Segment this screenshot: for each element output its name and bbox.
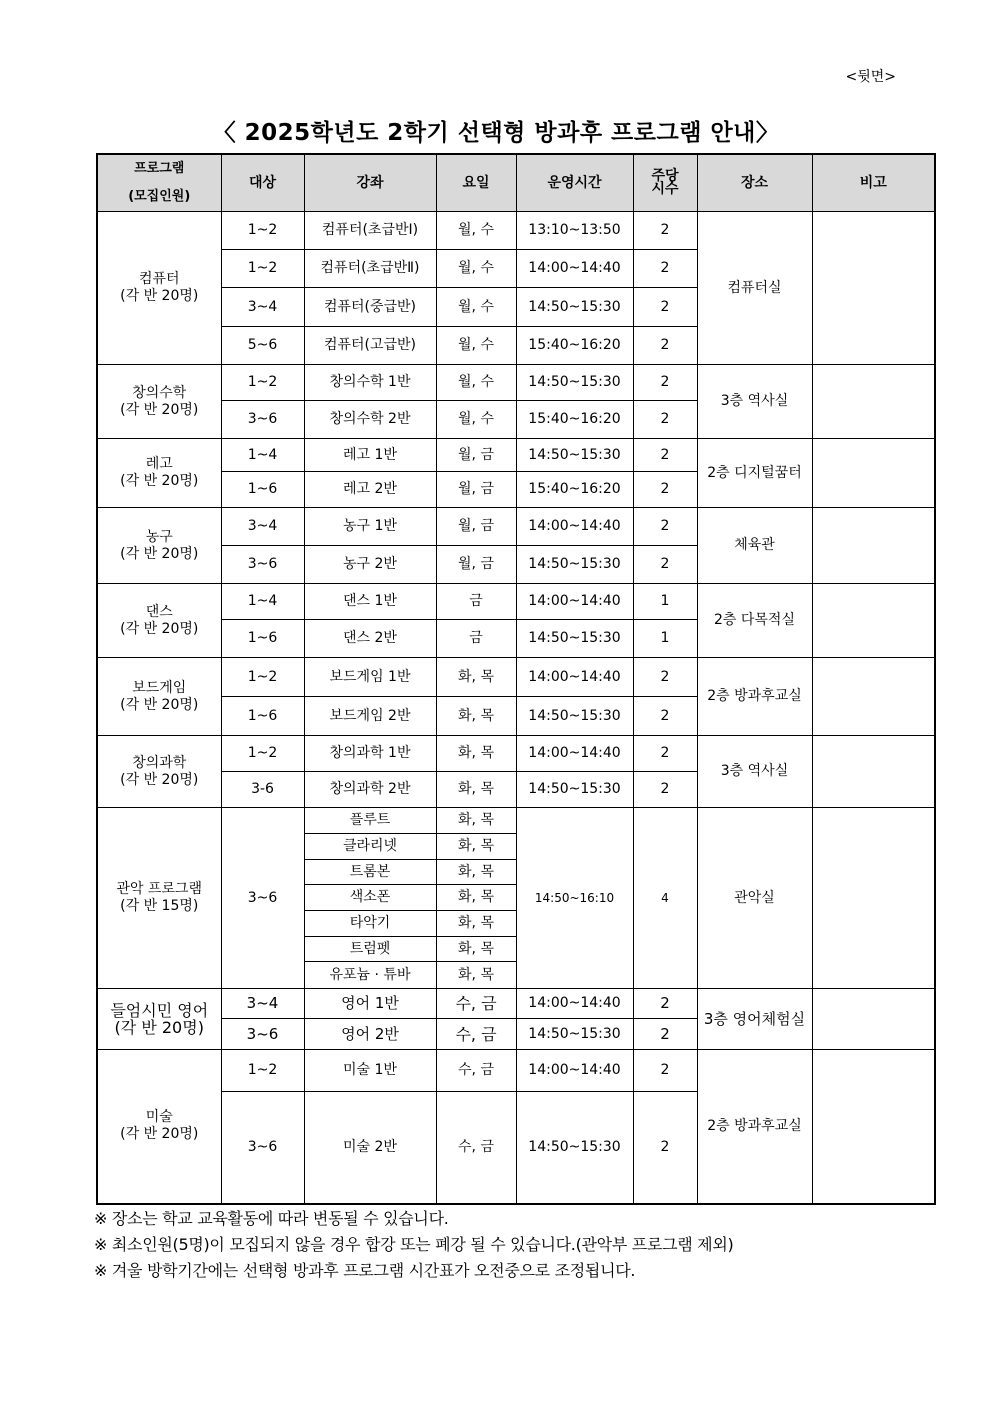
- day-cell: 월, 수: [436, 365, 516, 401]
- course-cell: 창의과학 2반: [304, 772, 436, 808]
- hours-cell: 1: [633, 620, 697, 658]
- target-cell: 1~6: [221, 697, 304, 736]
- page-label: <뒷면>: [845, 69, 896, 85]
- day-cell: 금: [436, 584, 516, 620]
- table-row: [97, 508, 935, 546]
- hours-cell: 2: [633, 658, 697, 697]
- target-cell: 3~4: [221, 989, 304, 1019]
- place-cell: 컴퓨터실: [697, 212, 812, 365]
- time-cell: 15:40~16:20: [516, 327, 633, 365]
- program-cell: 미술 (각 반 20명): [97, 1050, 221, 1204]
- note-cell: [812, 584, 935, 658]
- day-cell: 월, 수: [436, 250, 516, 288]
- day-cell: 수, 금: [436, 1092, 516, 1204]
- table-row: [97, 584, 935, 620]
- hours-cell: 2: [633, 772, 697, 808]
- course-cell: 레고 2반: [304, 472, 436, 508]
- course-cell: 보드게임 2반: [304, 697, 436, 736]
- course-cell: 댄스 2반: [304, 620, 436, 658]
- time-cell: 14:50~15:30: [516, 1019, 633, 1050]
- target-cell: 1~6: [221, 620, 304, 658]
- day-cell: 금: [436, 620, 516, 658]
- target-cell: 3~6: [221, 546, 304, 584]
- notes: [94, 1206, 733, 1284]
- target-cell: 5~6: [221, 327, 304, 365]
- time-cell: 14:50~16:10: [516, 808, 633, 989]
- course-cell: 영어 2반: [304, 1019, 436, 1050]
- header-course: 강좌: [304, 154, 436, 212]
- hours-cell: 2: [633, 1050, 697, 1092]
- day-cell: 화, 목: [436, 772, 516, 808]
- course-cell: 컴퓨터(초급반Ⅱ): [304, 250, 436, 288]
- target-cell: 3~4: [221, 288, 304, 327]
- header-note: 비고: [812, 154, 935, 212]
- hours-cell: 2: [633, 365, 697, 401]
- note-line: ※ 겨울 방학기간에는 선택형 방과후 프로그램 시간표가 오전중으로 조정됩니다.: [94, 1261, 636, 1280]
- course-cell: 트럼펫: [304, 937, 436, 962]
- time-cell: 14:00~14:40: [516, 989, 633, 1019]
- hours-cell: 2: [633, 327, 697, 365]
- target-cell: 1~4: [221, 584, 304, 620]
- place-cell: 2층 다목적실: [697, 584, 812, 658]
- course-cell: 컴퓨터(중급반): [304, 288, 436, 327]
- table-row: [97, 1050, 935, 1092]
- day-cell: 화, 목: [436, 736, 516, 772]
- day-cell: 수, 금: [436, 1050, 516, 1092]
- table-row: [97, 736, 935, 772]
- target-cell: 1~2: [221, 736, 304, 772]
- header-program: 프로그램 (모집인원): [97, 154, 221, 212]
- day-cell: 월, 수: [436, 288, 516, 327]
- header-target: 대상: [221, 154, 304, 212]
- table-row: [97, 808, 935, 834]
- course-cell: 농구 1반: [304, 508, 436, 546]
- time-cell: 14:50~15:30: [516, 1092, 633, 1204]
- program-cell: 관악 프로그램 (각 반 15명): [97, 808, 221, 989]
- target-cell: 1~2: [221, 365, 304, 401]
- course-cell: 컴퓨터(초급반Ⅰ): [304, 212, 436, 250]
- note-cell: [812, 808, 935, 989]
- time-cell: 14:50~15:30: [516, 288, 633, 327]
- hours-cell: 2: [633, 288, 697, 327]
- note-cell: [812, 989, 935, 1050]
- time-cell: 14:00~14:40: [516, 1050, 633, 1092]
- course-cell: 타악기: [304, 911, 436, 937]
- hours-cell: 2: [633, 472, 697, 508]
- place-cell: 2층 방과후교실: [697, 1050, 812, 1204]
- course-cell: 레고 1반: [304, 439, 436, 472]
- table-row: [97, 365, 935, 401]
- program-cell: 창의수학 (각 반 20명): [97, 365, 221, 439]
- course-cell: 색소폰: [304, 885, 436, 911]
- time-cell: 14:50~15:30: [516, 365, 633, 401]
- course-cell: 농구 2반: [304, 546, 436, 584]
- time-cell: 14:50~15:30: [516, 439, 633, 472]
- program-cell: 컴퓨터 (각 반 20명): [97, 212, 221, 365]
- course-cell: 클라리넷: [304, 834, 436, 860]
- time-cell: 13:10~13:50: [516, 212, 633, 250]
- day-cell: 월, 금: [436, 472, 516, 508]
- time-cell: 14:50~15:30: [516, 772, 633, 808]
- day-cell: 화, 목: [436, 937, 516, 962]
- target-cell: 3~6: [221, 401, 304, 439]
- hours-cell: 2: [633, 1092, 697, 1204]
- place-cell: 3층 역사실: [697, 365, 812, 439]
- table-row: [97, 658, 935, 697]
- program-cell: 보드게임 (각 반 20명): [97, 658, 221, 736]
- place-cell: 2층 방과후교실: [697, 658, 812, 736]
- course-cell: 창의과학 1반: [304, 736, 436, 772]
- day-cell: 월, 수: [436, 327, 516, 365]
- course-cell: 창의수학 1반: [304, 365, 436, 401]
- target-cell: 1~2: [221, 250, 304, 288]
- place-cell: 3층 영어체험실: [697, 989, 812, 1050]
- header-row: [97, 154, 935, 212]
- day-cell: 화, 목: [436, 860, 516, 885]
- day-cell: 화, 목: [436, 808, 516, 834]
- program-cell: 들엄시민 영어 (각 반 20명): [97, 989, 221, 1050]
- day-cell: 월, 금: [436, 508, 516, 546]
- day-cell: 월, 금: [436, 439, 516, 472]
- target-cell: 1~4: [221, 439, 304, 472]
- time-cell: 14:00~14:40: [516, 250, 633, 288]
- day-cell: 화, 목: [436, 911, 516, 937]
- target-cell: 1~2: [221, 212, 304, 250]
- day-cell: 월, 수: [436, 212, 516, 250]
- hours-cell: 2: [633, 1019, 697, 1050]
- header-weekly-hours: 주당 시수: [633, 154, 697, 212]
- schedule-table: [96, 153, 936, 1205]
- time-cell: 15:40~16:20: [516, 401, 633, 439]
- course-cell: 컴퓨터(고급반): [304, 327, 436, 365]
- time-cell: 14:00~14:40: [516, 658, 633, 697]
- hours-cell: 4: [633, 808, 697, 989]
- day-cell: 화, 목: [436, 658, 516, 697]
- note-line: ※ 장소는 학교 교육활동에 따라 변동될 수 있습니다.: [94, 1209, 449, 1228]
- day-cell: 수, 금: [436, 989, 516, 1019]
- header-time: 운영시간: [516, 154, 633, 212]
- program-cell: 농구 (각 반 20명): [97, 508, 221, 584]
- target-cell: 3~6: [221, 1092, 304, 1204]
- day-cell: 화, 목: [436, 834, 516, 860]
- target-cell: 3-6: [221, 772, 304, 808]
- note-cell: [812, 736, 935, 808]
- target-cell: 3~6: [221, 1019, 304, 1050]
- day-cell: 월, 금: [436, 546, 516, 584]
- target-cell: 3~6: [221, 808, 304, 989]
- day-cell: 화, 목: [436, 697, 516, 736]
- target-cell: 1~2: [221, 1050, 304, 1092]
- header-place: 장소: [697, 154, 812, 212]
- target-cell: 1~2: [221, 658, 304, 697]
- time-cell: 15:40~16:20: [516, 472, 633, 508]
- note-cell: [812, 508, 935, 584]
- time-cell: 14:50~15:30: [516, 546, 633, 584]
- hours-cell: 2: [633, 250, 697, 288]
- note-cell: [812, 365, 935, 439]
- place-cell: 관악실: [697, 808, 812, 989]
- hours-cell: 2: [633, 401, 697, 439]
- table-row: [97, 989, 935, 1019]
- table-row: [97, 439, 935, 472]
- program-cell: 레고 (각 반 20명): [97, 439, 221, 508]
- hours-cell: 1: [633, 584, 697, 620]
- hours-cell: 2: [633, 697, 697, 736]
- time-cell: 14:50~15:30: [516, 620, 633, 658]
- course-cell: 트롬본: [304, 860, 436, 885]
- course-cell: 영어 1반: [304, 989, 436, 1019]
- course-cell: 미술 2반: [304, 1092, 436, 1204]
- hours-cell: 2: [633, 212, 697, 250]
- program-cell: 댄스 (각 반 20명): [97, 584, 221, 658]
- time-cell: 14:00~14:40: [516, 508, 633, 546]
- course-cell: 댄스 1반: [304, 584, 436, 620]
- course-cell: 미술 1반: [304, 1050, 436, 1092]
- page-title: 〈 2025학년도 2학기 선택형 방과후 프로그램 안내〉: [212, 120, 780, 146]
- course-cell: 보드게임 1반: [304, 658, 436, 697]
- day-cell: 화, 목: [436, 962, 516, 989]
- place-cell: 체육관: [697, 508, 812, 584]
- target-cell: 1~6: [221, 472, 304, 508]
- note-cell: [812, 439, 935, 508]
- day-cell: 수, 금: [436, 1019, 516, 1050]
- time-cell: 14:00~14:40: [516, 736, 633, 772]
- day-cell: 월, 수: [436, 401, 516, 439]
- place-cell: 3층 역사실: [697, 736, 812, 808]
- hours-cell: 2: [633, 546, 697, 584]
- course-cell: 창의수학 2반: [304, 401, 436, 439]
- hours-cell: 2: [633, 989, 697, 1019]
- hours-cell: 2: [633, 439, 697, 472]
- note-line: ※ 최소인원(5명)이 모집되지 않을 경우 합강 또는 폐강 될 수 있습니다.(관악부 프로그램 제외): [94, 1235, 734, 1254]
- time-cell: 14:00~14:40: [516, 584, 633, 620]
- header-day: 요일: [436, 154, 516, 212]
- note-cell: [812, 658, 935, 736]
- hours-cell: 2: [633, 736, 697, 772]
- target-cell: 3~4: [221, 508, 304, 546]
- course-cell: 플루트: [304, 808, 436, 834]
- note-cell: [812, 1050, 935, 1204]
- program-cell: 창의과학 (각 반 20명): [97, 736, 221, 808]
- place-cell: 2층 디지털꿈터: [697, 439, 812, 508]
- course-cell: 유포늄 · 튜바: [304, 962, 436, 989]
- hours-cell: 2: [633, 508, 697, 546]
- table-row: [97, 212, 935, 250]
- note-cell: [812, 212, 935, 365]
- time-cell: 14:50~15:30: [516, 697, 633, 736]
- day-cell: 화, 목: [436, 885, 516, 911]
